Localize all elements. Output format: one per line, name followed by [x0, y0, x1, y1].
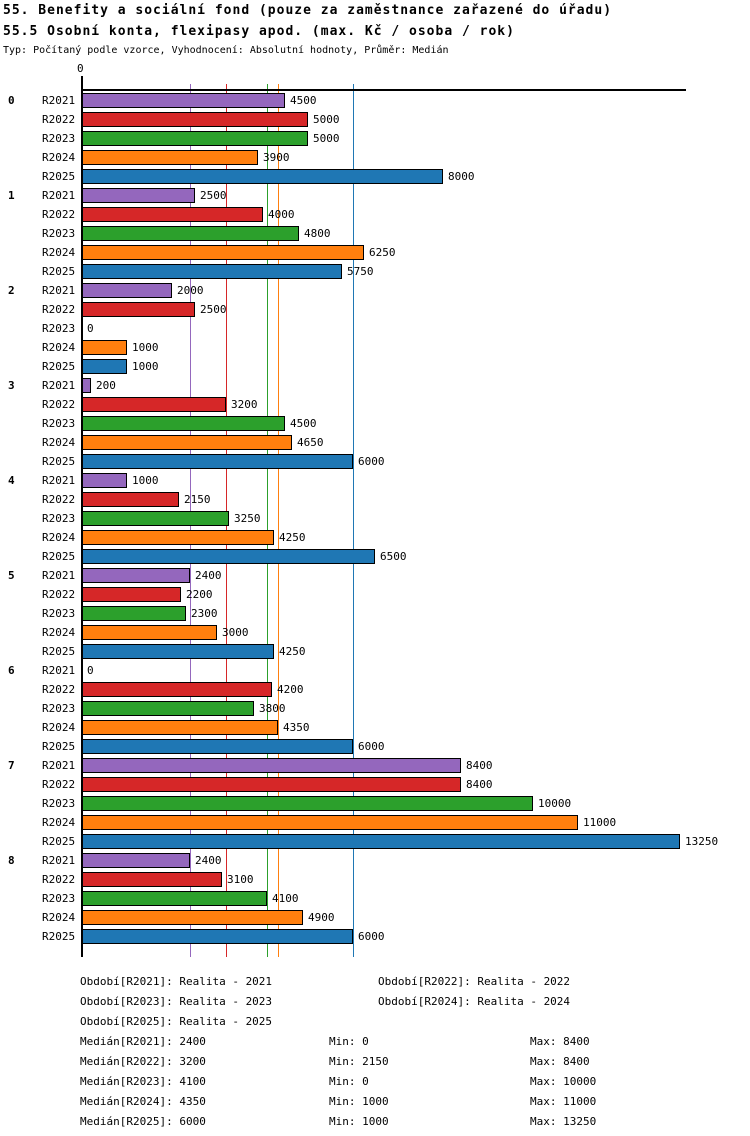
page-subtitle: 55.5 Osobní konta, flexipasy apod. (max. Kč / osoba / rok)	[3, 24, 515, 39]
bar-value-label: 13250	[685, 835, 719, 848]
group-label: 2	[8, 284, 15, 297]
series-row-label: R2022	[42, 208, 76, 221]
bar	[82, 777, 461, 792]
bar-value-label: 2500	[200, 189, 227, 202]
series-row-label: R2025	[42, 835, 76, 848]
bar	[82, 454, 353, 469]
series-row-label: R2025	[42, 360, 76, 373]
bar-value-label: 2000	[177, 284, 204, 297]
bar-value-label: 6250	[369, 246, 396, 259]
bar-value-label: 6000	[358, 930, 385, 943]
series-row-label: R2022	[42, 303, 76, 316]
bar	[82, 188, 195, 203]
bar-value-label: 4200	[277, 683, 304, 696]
legend-entry: Období[R2024]: Realita - 2024	[378, 995, 571, 1008]
legend-entry: Období[R2022]: Realita - 2022	[378, 975, 571, 988]
bar	[82, 853, 190, 868]
bar	[82, 340, 127, 355]
bar	[82, 872, 222, 887]
group-label: 6	[8, 664, 15, 677]
bar-value-label: 4800	[304, 227, 331, 240]
bar	[82, 207, 263, 222]
bar	[82, 625, 217, 640]
legend-entry: Období[R2025]: Realita - 2025	[80, 1015, 273, 1028]
series-row-label: R2024	[42, 721, 76, 734]
series-row-label: R2021	[42, 854, 76, 867]
series-row-label: R2022	[42, 113, 76, 126]
bar	[82, 815, 578, 830]
bar	[82, 473, 127, 488]
bar-value-label: 3100	[227, 873, 254, 886]
bar-value-label: 0	[87, 322, 94, 335]
series-row-label: R2023	[42, 797, 76, 810]
series-row-label: R2022	[42, 493, 76, 506]
bar	[82, 378, 91, 393]
legend-row	[0, 995, 750, 1009]
bar-value-label: 1000	[132, 474, 159, 487]
stats-row	[0, 1075, 750, 1089]
bar	[82, 587, 181, 602]
series-row-label: R2025	[42, 170, 76, 183]
bar-value-label: 4250	[279, 531, 306, 544]
series-row-label: R2021	[42, 94, 76, 107]
stat-median: Medián[R2024]: 4350	[80, 1095, 206, 1108]
stat-max: Max: 8400	[530, 1035, 590, 1048]
series-row-label: R2022	[42, 778, 76, 791]
series-row-label: R2021	[42, 474, 76, 487]
stat-max: Max: 10000	[530, 1075, 597, 1088]
stat-min: Min: 1000	[329, 1115, 389, 1128]
bar	[82, 796, 533, 811]
series-row-label: R2023	[42, 512, 76, 525]
series-row-label: R2025	[42, 455, 76, 468]
stat-max: Max: 13250	[530, 1115, 597, 1128]
series-row-label: R2024	[42, 246, 76, 259]
series-row-label: R2023	[42, 417, 76, 430]
bar-value-label: 2400	[195, 569, 222, 582]
bar-value-label: 4350	[283, 721, 310, 734]
series-row-label: R2025	[42, 645, 76, 658]
bar-value-label: 4900	[308, 911, 335, 924]
bar	[82, 492, 179, 507]
bar-value-label: 2400	[195, 854, 222, 867]
group-label: 8	[8, 854, 15, 867]
series-row-label: R2021	[42, 189, 76, 202]
series-row-label: R2024	[42, 436, 76, 449]
bar	[82, 397, 226, 412]
axis-origin-label: 0	[77, 62, 84, 75]
stat-min: Min: 0	[329, 1035, 369, 1048]
bar	[82, 606, 186, 621]
series-row-label: R2022	[42, 588, 76, 601]
stats-row	[0, 1115, 750, 1129]
series-row-label: R2024	[42, 911, 76, 924]
bar	[82, 644, 274, 659]
bar-value-label: 5000	[313, 113, 340, 126]
group-label: 0	[8, 94, 15, 107]
series-row-label: R2023	[42, 607, 76, 620]
stat-median: Medián[R2023]: 4100	[80, 1075, 206, 1088]
bar-value-label: 11000	[583, 816, 617, 829]
page-title: 55. Benefity a sociální fond (pouze za zaměstnance zařazené do úřadu)	[3, 3, 613, 18]
series-row-label: R2023	[42, 702, 76, 715]
stat-median: Medián[R2021]: 2400	[80, 1035, 206, 1048]
bar-value-label: 6500	[380, 550, 407, 563]
stat-max: Max: 8400	[530, 1055, 590, 1068]
group-label: 4	[8, 474, 15, 487]
group-label: 3	[8, 379, 15, 392]
stats-row	[0, 1055, 750, 1069]
series-row-label: R2024	[42, 626, 76, 639]
legend-entry: Období[R2021]: Realita - 2021	[80, 975, 273, 988]
bar-value-label: 2500	[200, 303, 227, 316]
stat-median: Medián[R2025]: 6000	[80, 1115, 206, 1128]
stats-row	[0, 1035, 750, 1049]
bar-value-label: 3800	[259, 702, 286, 715]
bar	[82, 929, 353, 944]
bar	[82, 245, 364, 260]
group-label: 5	[8, 569, 15, 582]
stat-min: Min: 2150	[329, 1055, 389, 1068]
series-row-label: R2025	[42, 740, 76, 753]
series-row-label: R2023	[42, 322, 76, 335]
legend-row	[0, 1015, 750, 1029]
bar-value-label: 2200	[186, 588, 213, 601]
bar-value-label: 2150	[184, 493, 211, 506]
stat-max: Max: 11000	[530, 1095, 597, 1108]
bar	[82, 530, 274, 545]
x-axis-line	[82, 89, 686, 91]
bar-value-label: 3200	[231, 398, 258, 411]
bar-value-label: 8400	[466, 778, 493, 791]
series-row-label: R2024	[42, 816, 76, 829]
bar	[82, 511, 229, 526]
legend-entry: Období[R2023]: Realita - 2023	[80, 995, 273, 1008]
bar-value-label: 4500	[290, 94, 317, 107]
bar	[82, 739, 353, 754]
series-row-label: R2024	[42, 531, 76, 544]
series-row-label: R2024	[42, 341, 76, 354]
bar	[82, 568, 190, 583]
bar-value-label: 4000	[268, 208, 295, 221]
bar-value-label: 4650	[297, 436, 324, 449]
series-row-label: R2023	[42, 132, 76, 145]
bar	[82, 131, 308, 146]
bar-value-label: 4100	[272, 892, 299, 905]
bar	[82, 834, 680, 849]
series-row-label: R2021	[42, 569, 76, 582]
stat-min: Min: 0	[329, 1075, 369, 1088]
bar	[82, 701, 254, 716]
series-row-label: R2022	[42, 398, 76, 411]
series-row-label: R2025	[42, 930, 76, 943]
bar	[82, 891, 267, 906]
bar-value-label: 4250	[279, 645, 306, 658]
bar-value-label: 0	[87, 664, 94, 677]
bar-value-label: 5000	[313, 132, 340, 145]
series-row-label: R2023	[42, 892, 76, 905]
series-row-label: R2023	[42, 227, 76, 240]
bar-value-label: 6000	[358, 740, 385, 753]
stat-min: Min: 1000	[329, 1095, 389, 1108]
bar-value-label: 5750	[347, 265, 374, 278]
bar	[82, 264, 342, 279]
bar-value-label: 3900	[263, 151, 290, 164]
series-row-label: R2024	[42, 151, 76, 164]
bar	[82, 112, 308, 127]
bar-value-label: 1000	[132, 360, 159, 373]
bar	[82, 93, 285, 108]
series-row-label: R2021	[42, 664, 76, 677]
legend-row	[0, 975, 750, 989]
series-row-label: R2022	[42, 683, 76, 696]
bar	[82, 720, 278, 735]
bar	[82, 682, 272, 697]
bar	[82, 283, 172, 298]
bar	[82, 758, 461, 773]
bar	[82, 359, 127, 374]
bar	[82, 910, 303, 925]
series-row-label: R2025	[42, 550, 76, 563]
bar-value-label: 10000	[538, 797, 572, 810]
bar-value-label: 8400	[466, 759, 493, 772]
bar-value-label: 3000	[222, 626, 249, 639]
series-row-label: R2021	[42, 284, 76, 297]
series-row-label: R2021	[42, 379, 76, 392]
stats-row	[0, 1095, 750, 1109]
bar-value-label: 8000	[448, 170, 475, 183]
bar	[82, 435, 292, 450]
bar	[82, 302, 195, 317]
bar-value-label: 4500	[290, 417, 317, 430]
group-label: 1	[8, 189, 15, 202]
y-axis-line	[81, 76, 83, 957]
chart-meta-info: Typ: Počítaný podle vzorce, Vyhodnocení: Absolutní hodnoty, Průměr: Medián	[3, 45, 449, 56]
bar	[82, 416, 285, 431]
group-label: 7	[8, 759, 15, 772]
series-row-label: R2022	[42, 873, 76, 886]
bar	[82, 226, 299, 241]
bar	[82, 150, 258, 165]
bar-value-label: 3250	[234, 512, 261, 525]
series-row-label: R2021	[42, 759, 76, 772]
bar-value-label: 2300	[191, 607, 218, 620]
bar-value-label: 200	[96, 379, 116, 392]
bar	[82, 549, 375, 564]
bar	[82, 169, 443, 184]
series-row-label: R2025	[42, 265, 76, 278]
stat-median: Medián[R2022]: 3200	[80, 1055, 206, 1068]
bar-value-label: 6000	[358, 455, 385, 468]
bar-value-label: 1000	[132, 341, 159, 354]
